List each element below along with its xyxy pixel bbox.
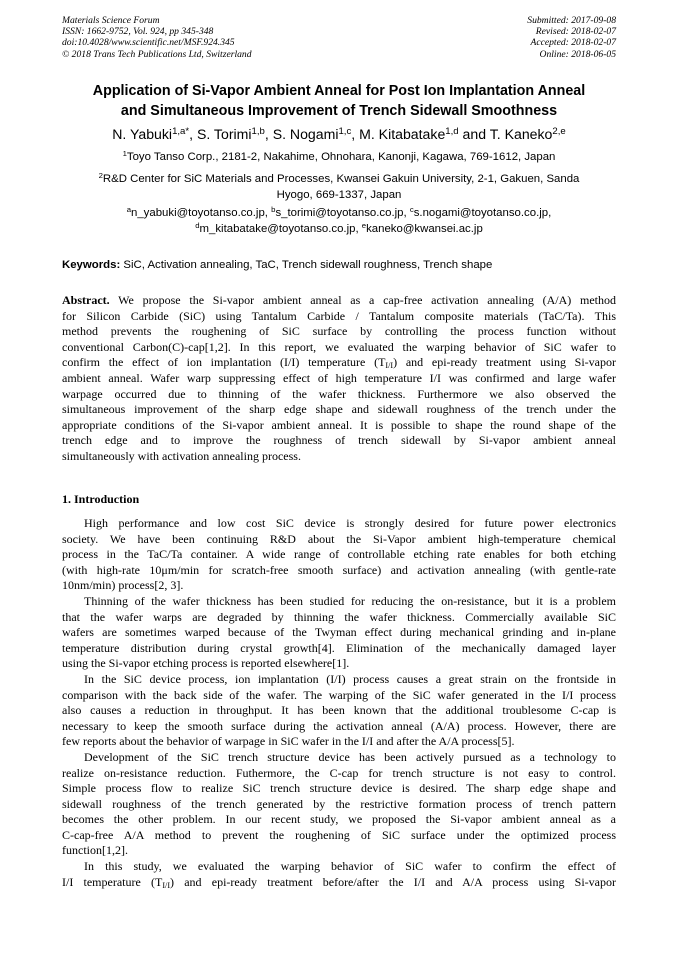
author-list bbox=[40, 124, 638, 144]
author-separator: , bbox=[189, 126, 197, 142]
date-revised: Revised: 2018-02-07 bbox=[535, 26, 616, 38]
paragraph-line: In the SiC device process, ion implantation (I/I) process causes a great strain on the frontside in bbox=[84, 671, 616, 686]
paragraph-line: using the Si-vapor etching process is reported elsewhere[1]. bbox=[62, 656, 350, 671]
paragraph-line: necessary to keep the smooth surface during the activation anneal (A/A) process. However, there are bbox=[62, 718, 616, 733]
email-mark: b bbox=[271, 205, 276, 215]
abstract-line: for Silicon Carbide (SiC) using Tantalum Carbide / Tantalum composite materials (TaC/Ta). This bbox=[62, 308, 616, 323]
author-name: S. Nogami bbox=[272, 126, 339, 142]
email-mark: d bbox=[195, 220, 200, 230]
subscript: I/I bbox=[385, 361, 394, 371]
affiliation-mark: 1 bbox=[122, 149, 127, 159]
paragraph-line: High performance and low cost SiC device is strongly desired for future power electronics bbox=[84, 516, 616, 530]
abstract-line: ambient anneal. Wafer warp suppressing effect of high temperature I/I was confirmed and large wafer bbox=[62, 370, 616, 385]
abstract-line: method prevents the roughening of SiC surface by controlling the process function without bbox=[62, 324, 616, 339]
author-name: M. Kitabatake bbox=[359, 126, 446, 142]
email-address[interactable]: s.nogami@toyotanso.co.jp, bbox=[413, 207, 552, 219]
affiliation-text: R&D Center for SiC Materials and Processes, Kwansei Gakuin University, 2-1, Gakuen, Sanda bbox=[102, 173, 580, 185]
journal-name: Materials Science Forum bbox=[62, 15, 160, 26]
abstract-text: We propose the Si-vapor ambient anneal as a cap-free activation annealing (A/A) method bbox=[109, 293, 616, 307]
author-name: N. Yabuki bbox=[112, 126, 173, 142]
affiliation-line: Hyogo, 669-1337, Japan bbox=[276, 188, 402, 201]
introduction-body bbox=[62, 516, 616, 890]
paragraph-line: C-cap-free A/A method to prevent the roughening of SiC surface under the optimized process bbox=[62, 827, 616, 842]
title-line: Application of Si-Vapor Ambient Anneal for Post Ion Implantation Anneal bbox=[92, 83, 586, 99]
abstract-line bbox=[62, 293, 616, 309]
title-line: and Simultaneous Improvement of Trench Sidewall Smoothness bbox=[120, 103, 558, 119]
affiliation-text: Toyo Tanso Corp., 2181-2, Nakahime, Ohnohara, Kanonji, Kagawa, 769-1612, Japan bbox=[126, 151, 556, 163]
paragraph-line: sidewall roughness of the trench generated by the restrictive formation process of trench pattern bbox=[62, 796, 616, 811]
email-address[interactable]: s_torimi@toyotanso.co.jp, bbox=[275, 207, 410, 219]
paragraph-text: I/I temperature (T bbox=[62, 874, 163, 889]
abstract-line bbox=[62, 355, 616, 371]
email-address[interactable]: m_kitabatake@toyotanso.co.jp, bbox=[199, 222, 362, 235]
paragraph-line: In this study, we evaluated the warping behavior of SiC wafer to confirm the effect of bbox=[84, 859, 616, 874]
keywords bbox=[62, 258, 616, 273]
paragraph-line: comparison with the back side of the wafer. The warping of the SiC wafer generated in the I/I process bbox=[62, 687, 616, 702]
abstract-label: Abstract. bbox=[62, 293, 110, 307]
email-line bbox=[62, 206, 616, 222]
author-emails bbox=[62, 206, 616, 237]
author-affil-mark: 1,d bbox=[445, 126, 459, 138]
paragraph-line: 10nm/min) process[2, 3]. bbox=[62, 578, 184, 593]
abstract-line: conventional Carbon(C)-cap[1,2]. In this report, we evaluated the warping behavior of SiC wafer to bbox=[62, 339, 616, 354]
journal-info bbox=[62, 15, 252, 60]
paragraph-line bbox=[62, 875, 616, 891]
affiliation-2 bbox=[62, 172, 616, 203]
date-submitted: Submitted: 2017-09-08 bbox=[527, 15, 616, 26]
paragraph-text: ) and epi-ready treatment before/after the I/I and A/A process using Si-vapor bbox=[170, 874, 617, 889]
paragraph-line: Thinning of the wafer thickness has been studied for reducing the on-resistance, but it is a problem bbox=[84, 593, 616, 608]
section-heading: 1. Introduction bbox=[62, 492, 140, 506]
paragraph-line: Simple process flow to realize SiC trench structure device is desired. The sharp edge shape and bbox=[62, 781, 616, 796]
paragraph-line: temperature distribution during crystal growth[4]. Elimination of the mechanically damaged layer bbox=[62, 640, 616, 655]
affiliation-line bbox=[62, 172, 616, 188]
email-mark: a bbox=[126, 205, 132, 215]
author-separator: and bbox=[458, 126, 490, 142]
journal-copyright: © 2018 Trans Tech Publications Ltd, Switzerland bbox=[62, 48, 252, 60]
affiliation-1 bbox=[62, 150, 616, 166]
email-mark: e bbox=[361, 220, 367, 230]
paragraph-line: realize on-resistance reduction. Futhermore, the C-cap for trench structure is not easy to control. bbox=[62, 765, 616, 780]
author-affil-mark: 1,c bbox=[338, 126, 352, 138]
abstract-line: appropriate conditions of the Si-vapor ambient anneal. It is possible to shape the round shape of the bbox=[62, 417, 616, 432]
abstract-line: warpage occurred due to thinning of the wafer thickness. Furthermore we also observed the bbox=[62, 386, 616, 401]
email-address[interactable]: n_yabuki@toyotanso.co.jp, bbox=[131, 207, 272, 219]
email-address[interactable]: kaneko@kwansei.ac.jp bbox=[366, 222, 483, 235]
author-affil-mark: 2,e bbox=[552, 126, 566, 138]
abstract-text: ) and epi-ready treatment using Si-vapor bbox=[393, 355, 616, 370]
publication-dates bbox=[527, 15, 616, 60]
email-line bbox=[62, 222, 616, 238]
abstract-text: confirm the effect of ion implantation (I/I) temperature (T bbox=[62, 355, 386, 370]
keywords-label: Keywords: bbox=[62, 259, 121, 271]
abstract-line: simultaneously with activation annealing process. bbox=[62, 448, 301, 463]
paragraph-line: wafers are sometimes warped because of the Twyman effect during mechanical grinding and in-plane bbox=[62, 625, 616, 640]
paragraph-line: society. We have been continuing R&D about the Si-Vapor ambient high-temperature chemical bbox=[62, 531, 616, 546]
abstract bbox=[62, 293, 616, 465]
author-separator: , bbox=[264, 126, 273, 142]
author-affil-mark: 1,b bbox=[251, 126, 265, 138]
journal-issn: ISSN: 1662-9752, Vol. 924, pp 345-348 bbox=[62, 26, 214, 38]
keywords-text: SiC, Activation annealing, TaC, Trench sidewall roughness, Trench shape bbox=[120, 259, 493, 271]
paper-title bbox=[50, 81, 628, 121]
paragraph-line: becomes the other problem. In our recent study, we proposed the Si-vapor ambient anneal as a bbox=[62, 812, 616, 827]
paragraph-line: (with high-rate 10μm/min for scratch-free smooth surface) and activation annealing (with gentle-rate bbox=[62, 562, 616, 577]
abstract-line: trench edge and to improve the roughness of trench sidewall by Si-vapor ambient anneal bbox=[62, 433, 616, 448]
date-online: Online: 2018-06-05 bbox=[539, 48, 616, 60]
journal-doi: doi:10.4028/www.scientific.net/MSF.924.345 bbox=[62, 37, 235, 49]
subscript: I/I bbox=[162, 880, 171, 890]
paragraph-line: that the wafer warps are degraded by thinning the wafer thickness. Commercially available SiC bbox=[62, 609, 616, 624]
paragraph-line: process in the TaC/Ta container. A wide range of controllable etching rate enables for both etching bbox=[62, 547, 616, 562]
author-name: S. Torimi bbox=[196, 126, 252, 142]
author-name: T. Kaneko bbox=[489, 126, 553, 142]
email-mark: c bbox=[409, 205, 414, 215]
paragraph-line: function[1,2]. bbox=[62, 843, 128, 858]
paragraph-line: also causes a reduction in throughput. It has been known that the additional troublesome C-cap is bbox=[62, 703, 616, 718]
abstract-line: simultaneous improvement of the sharp edge shape and sidewall roughness of the trench under the bbox=[62, 402, 616, 417]
paragraph-line: few reports about the behavior of warpage in SiC wafer in the I/I and after the A/A process[5]. bbox=[62, 734, 515, 749]
author-affil-mark: 1,a* bbox=[172, 126, 190, 138]
author-separator: , bbox=[351, 126, 360, 142]
paragraph-line: Development of the SiC trench structure device has been actively pursued as a technology to bbox=[84, 749, 616, 764]
date-accepted: Accepted: 2018-02-07 bbox=[530, 37, 616, 49]
affiliation-mark: 2 bbox=[98, 171, 103, 181]
